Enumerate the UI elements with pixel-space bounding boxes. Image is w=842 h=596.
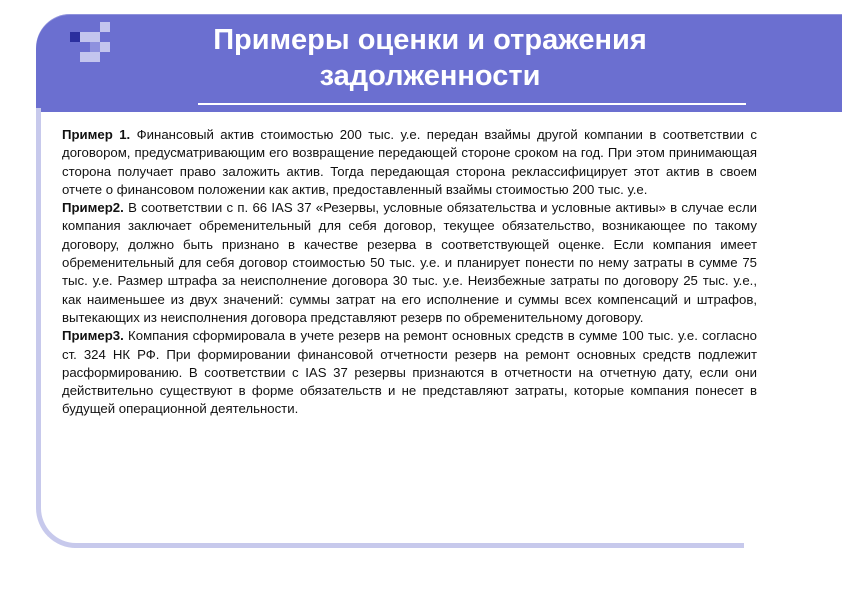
example-text-1: Финансовый актив стоимостью 200 тыс. у.е. передан взаймы другой компании в соответствии с договором, предусматривающим его возвращение передающей стороне сроком на год. При этом принимающая сторона получает право заложить актив. Тогда передающая сторона реклассифицирует этот актив в своем отчете о финансовом положении как актив, предоставленный взаймы стоимостью 200 тыс. у.е. <box>62 127 757 197</box>
example-label-2: Пример2. <box>62 200 124 216</box>
example-paragraph-1 <box>62 126 757 199</box>
example-paragraph-2 <box>62 199 757 327</box>
blue-squares-logo-icon <box>70 22 118 70</box>
page-title-line-1: Примеры оценки и отражения <box>213 24 647 56</box>
example-text-2: В соответствии с п. 66 IAS 37 «Резервы, условные обязательства и условные активы» в случае если компания заключает обременительный для себя договор, текущее обязательство, возникающее по такому договору, должно быть признано в качестве резерва в соответствующей оценке. Если компания имеет обременительный для себя договор стоимостью 50 тыс. у.е. и планирует понести по нему затраты в сумме 75 тыс. у.е. Размер штрафа за неисполнение договора 30 тыс. у.е. Неизбежные затраты по договору 25 тыс. у.е., как наименьшее из двух значений: суммы затрат на его исполнение и суммы всех компенсаций и штрафов, вытекающих из неисполнения договора представляют резерв по обременительному договору. <box>62 200 758 325</box>
bottom-frame-decoration <box>74 543 744 548</box>
title-underline <box>198 103 746 105</box>
example-paragraph-3 <box>62 327 757 418</box>
example-label-1: Пример 1. <box>62 127 131 142</box>
page-title <box>150 22 710 94</box>
example-label-3: Пример3. <box>62 328 124 344</box>
example-text-3: Компания сформировала в учете резерв на ремонт основных средств в сумме 100 тыс. у.е. согласно ст. 324 НК РФ. При формировании финансовой отчетности резерв на ремонт основных средств подлежит расформированию. В соответствии с IAS 37 резервы признаются в отчетности на отчетную дату, если они действительно существуют в форме обязательств и не представляют затраты, которые компания понесет в будущей операционной деятельности. <box>62 328 758 417</box>
page-title-line-2: задолженности <box>319 60 541 92</box>
examples-text-body <box>62 126 757 419</box>
